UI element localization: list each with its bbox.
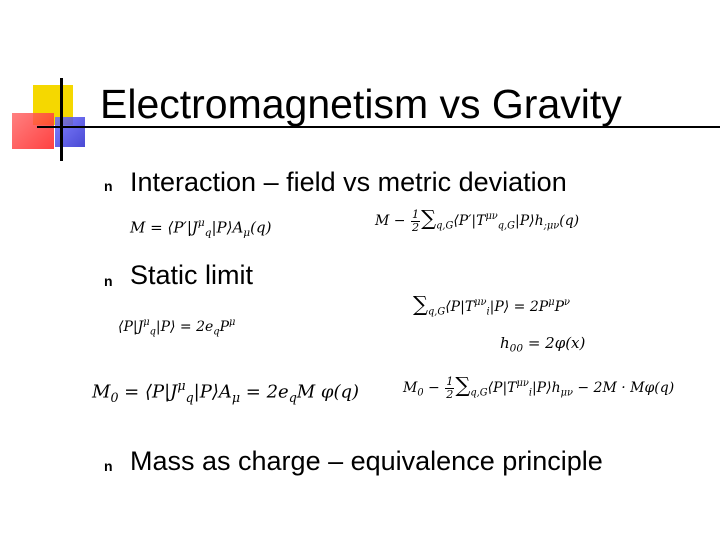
equation-em-current-static: $⟨P|J^\mu_q|P⟩ = 2e_qP^\mu$ — [118, 317, 236, 338]
equation-em-static-mass: $M_0$ = $⟨P|J^\mu_q|P⟩A_\mu = 2e_qM$ φ(q) — [92, 378, 360, 405]
equation-em-amplitude: $M = ⟨P'|J^\mu_q|P⟩A_\mu(q)$ — [130, 217, 272, 239]
bullet-marker-2: n — [104, 273, 113, 289]
equation-gr-amplitude: M − $\frac{1}{2}$ $\sum_{q,G}⟨P'|T^{\mu\nu}_{q,G}|P⟩h_{;\mu\nu}(q)$ — [375, 206, 580, 234]
slide-title: Electromagnetism vs Gravity — [100, 81, 622, 127]
bullet-marker-1: n — [104, 178, 113, 194]
logo-vertical-line — [60, 78, 63, 161]
equation-metric-static: $h_{00} = 2\varphi(x)$ — [500, 334, 586, 355]
bullet-marker-3: n — [104, 458, 113, 474]
bullet-mass-as-charge: Mass as charge – equivalence principle — [130, 446, 603, 476]
bullet-static-limit: Static limit — [130, 260, 254, 290]
equation-gr-sum-identity: $\sum_{q,G}⟨P|T^{\mu\nu}_i|P⟩ = 2P^\mu P^\nu$ — [413, 292, 570, 318]
bullet-interaction: Interaction – field vs metric deviation — [130, 167, 567, 197]
equation-gr-static-mass: $M_0$ − $\frac{1}{2}$ $\sum_{q,G}⟨P|T^{\mu\nu}_i|P⟩h_{\mu\nu} - 2M \cdot M\varphi(q)$ — [403, 373, 675, 401]
logo-square-red — [12, 113, 54, 149]
